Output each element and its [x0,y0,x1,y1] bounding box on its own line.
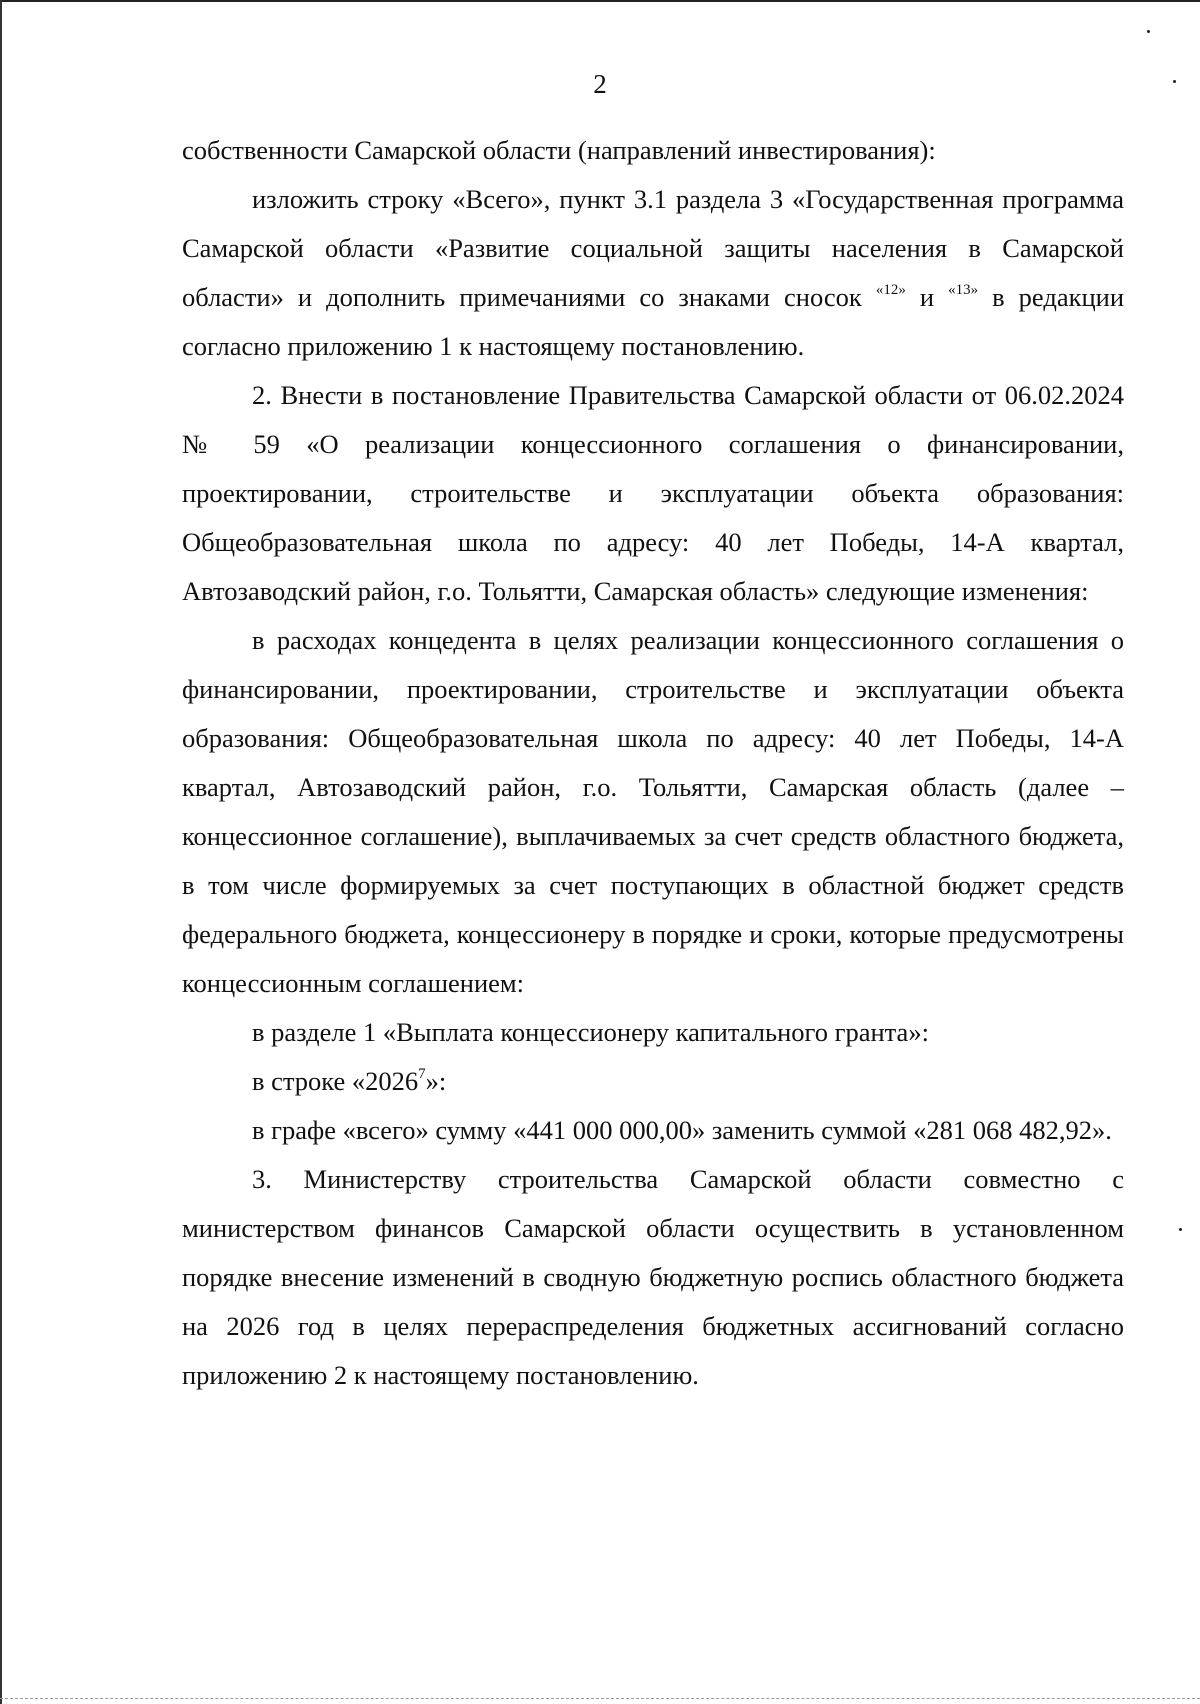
paragraph-text: »: [425,1066,447,1096]
paragraph-row-2026 [182,1057,1124,1106]
paragraph-text: в редакции согласно приложению 1 к настоящему постановлению. [182,282,1125,361]
scan-edge-bottom [0,1698,1200,1700]
paragraph-continuation: собственности Самарской области (направлений инвестирования): [182,135,936,165]
footnote-mark: «12» [875,282,906,299]
paragraph-text: и [905,282,949,312]
paragraph-item-3: 3. Министерству строительства Самарской области совместно с министерством финансов Самарской области осуществить в установленном порядке внесение изменений в сводную бюджетную роспись областного бюджета на 2026 год в целях перераспределения бюджетных ассигнований согласно приложению 2 к настоящему постановлению. [182,1164,1124,1390]
scan-speck [1147,30,1150,33]
paragraph-text: изложить строку «Всего», пункт 3.1 раздела 3 «Государственная программа Самарской области «Развитие социальной защиты населения в Самарской области» и дополнить примечаниями со знаками сносок [182,184,1124,312]
paragraph-item-2: 2. Внести в постановление Правительства Самарской области от 06.02.2024 № 59 «О реализации концессионного соглашения о финансировании, проектировании, строительстве и эксплуатации объекта образования: Общеобразовательная школа по адресу: 40 лет Победы, 14-А квартал, Автозаводский район, г.о. Тольятти, Самарская область» следующие изменения: [182,380,1124,606]
paragraph-amount-change: в графе «всего» сумму «441 000 000,00» заменить суммой «281 068 482,92». [252,1115,1112,1145]
page-number: 2 [593,69,607,99]
scan-edge-top [0,0,1200,2]
footnote-mark: 7 [418,1066,426,1083]
paragraph-text: в строке «2026 [252,1066,419,1096]
paragraph-expenses: в расходах концедента в целях реализации концессионного соглашения о финансировании, проектировании, строительстве и эксплуатации объекта образования: Общеобразовательная школа по адресу: 40 лет Победы, 14-А квартал, Автозаводский район, г.о. Тольятти, Самарская область (далее – концессионное соглашение), выплачиваемых за счет средств областного бюджета, в том числе формируемых за счет поступающих в областной бюджет средств федерального бюджета, концессионеру в порядке и сроки, которые предусмотрены концессионным соглашением: [182,625,1124,998]
document-body [182,126,1124,1400]
paragraph-state-program [182,175,1124,371]
footnote-mark: «13» [948,282,979,299]
scan-speck [1179,1228,1182,1231]
paragraph-section-1: в разделе 1 «Выплата концессионеру капитального гранта»: [252,1017,929,1047]
scan-edge-left [0,0,2,1704]
